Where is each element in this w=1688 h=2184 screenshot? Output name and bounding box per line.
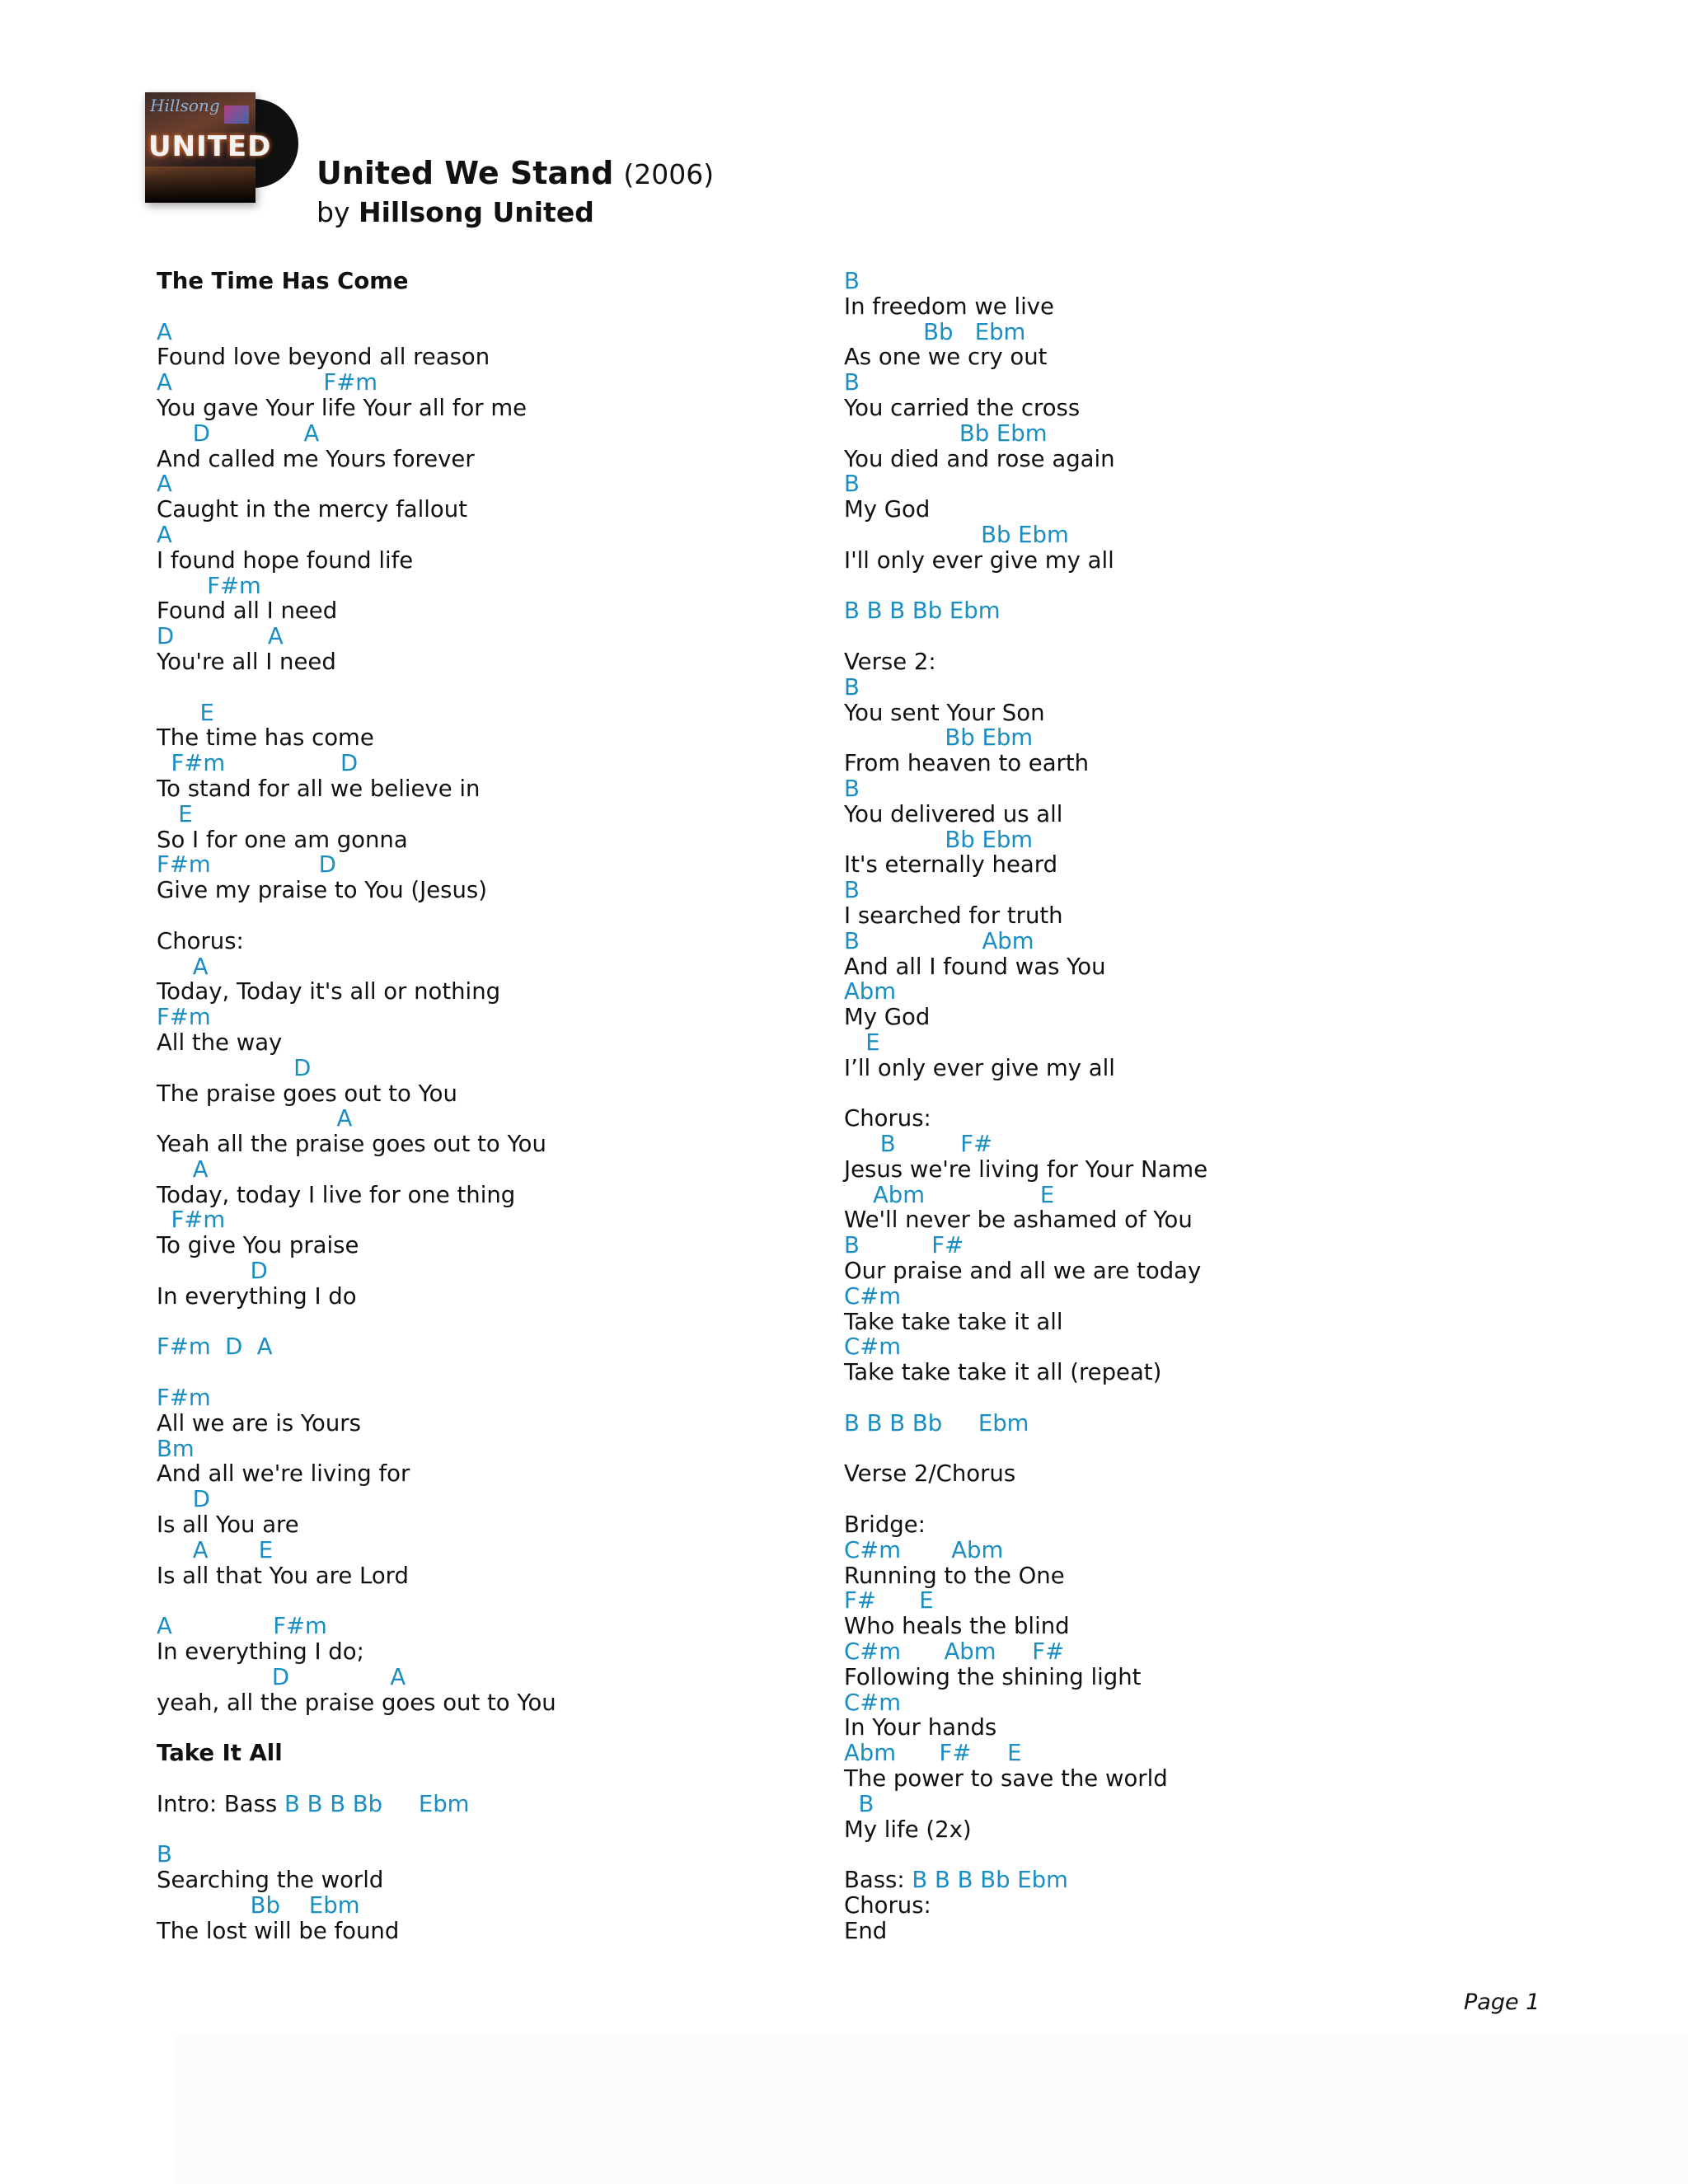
lyric-line: Bridge: — [844, 1511, 926, 1539]
chord-line: F#m D — [157, 851, 336, 879]
lyric-line: You're all I need — [157, 648, 336, 675]
chord-line: Bb Ebm — [844, 419, 1048, 447]
blank-line — [157, 903, 832, 929]
chord-line: Bb Ebm — [844, 826, 1034, 853]
line-label: Intro: Bass — [157, 1790, 284, 1817]
lyric-line: The lost will be found — [157, 1917, 400, 1944]
blank-line — [157, 1766, 832, 1792]
lyric-line: Who heals the blind — [844, 1613, 1070, 1640]
lyric-line: All the way — [157, 1029, 283, 1056]
lyric-line: Running to the One — [844, 1562, 1065, 1589]
lyric-line: My life (2x) — [844, 1816, 972, 1843]
chord-line: Bb Ebm — [844, 724, 1034, 752]
chord-line: B F# — [844, 1131, 993, 1158]
lyric-line: In freedom we live — [844, 293, 1054, 320]
lyric-line: You sent Your Son — [844, 699, 1045, 726]
blank-line — [157, 1715, 832, 1741]
album-title: United We Stand — [316, 155, 614, 191]
lyric-line: Jesus we're living for Your Name — [844, 1155, 1208, 1183]
chord-line: B — [157, 1841, 172, 1868]
chord-line: A — [157, 1155, 209, 1183]
lyric-line: Is all You are — [157, 1511, 299, 1539]
title-line — [316, 153, 714, 194]
chord-line: C#m Abm F# — [844, 1638, 1065, 1666]
chord-line: F#m — [157, 1004, 211, 1031]
album-logo-text: UNITED — [148, 130, 272, 163]
chord-line: D A — [157, 419, 320, 447]
lyric-line: And called me Yours forever — [157, 445, 475, 472]
lyric-line: To stand for all we believe in — [157, 775, 481, 802]
lyric-line: I'll only ever give my all — [844, 546, 1114, 574]
lyric-line: In everything I do — [157, 1282, 357, 1310]
blank-line — [844, 1436, 1520, 1462]
lyric-line: From heaven to earth — [844, 750, 1090, 777]
lyric-line: As one we cry out — [844, 344, 1048, 371]
blank-line — [157, 1310, 832, 1335]
album-year: (2006) — [623, 158, 715, 190]
blank-line — [844, 574, 1520, 599]
chord-line: D A — [157, 1663, 406, 1690]
chord-line: D — [157, 1258, 268, 1285]
chord-line: Bb Ebm — [844, 521, 1069, 548]
blank-line — [844, 1842, 1520, 1868]
chord-line: A F#m — [157, 1613, 327, 1640]
chord-line: F#m D A — [157, 1333, 273, 1361]
chord-line: F#m — [157, 1385, 211, 1412]
lyric-line: Is all that You are Lord — [157, 1562, 409, 1589]
chord-line: A F#m — [157, 369, 378, 396]
chord-line: A — [157, 521, 172, 548]
chord-line: B Abm — [844, 927, 1034, 954]
blank-line — [157, 1817, 832, 1843]
lyric-line: All we are is Yours — [157, 1409, 361, 1436]
line-label: Bass: — [844, 1867, 912, 1894]
artist-name: Hillsong United — [358, 196, 594, 228]
chord-line: B — [844, 369, 860, 396]
lyric-line: It's eternally heard — [844, 851, 1058, 879]
chord-sequence: B B B Bb Ebm — [912, 1867, 1068, 1894]
chord-line: D A — [157, 623, 284, 650]
chord-line: B B B Bb Ebm — [844, 598, 1001, 625]
chord-line: D — [157, 1054, 312, 1081]
lyric-line: I searched for truth — [844, 902, 1063, 929]
chord-line: E — [844, 1029, 880, 1056]
chord-line: B — [844, 268, 860, 294]
album-cover — [145, 92, 302, 208]
lyric-line: You carried the cross — [844, 394, 1081, 421]
chord-line: D — [157, 1486, 210, 1513]
chord-line: A — [157, 1105, 353, 1132]
mixed-line — [844, 1868, 1520, 1893]
lyric-line: I found hope found life — [157, 546, 414, 574]
lyric-line: Chorus: — [157, 927, 244, 954]
chord-line: F#m — [157, 572, 261, 599]
lyric-line: Chorus: — [844, 1892, 931, 1919]
page-background — [175, 2036, 1688, 2184]
album-art — [145, 92, 272, 203]
lyric-line: yeah, all the praise goes out to You — [157, 1689, 556, 1716]
album-crowd — [145, 166, 256, 203]
blank-line — [844, 1385, 1520, 1411]
chord-sequence: B B B Bb Ebm — [284, 1790, 470, 1817]
lyric-line: You gave Your life Your all for me — [157, 394, 528, 421]
chord-line: C#m — [844, 1333, 902, 1361]
lyric-line: Take take take it all — [844, 1308, 1063, 1335]
chord-line: B — [844, 775, 860, 802]
lyric-line: We'll never be ashamed of You — [844, 1207, 1193, 1234]
chord-line: Abm — [844, 978, 897, 1005]
album-mark — [224, 105, 249, 124]
blank-line — [157, 1588, 832, 1614]
lyric-line: Take take take it all (repeat) — [844, 1359, 1162, 1386]
lyric-line: My God — [844, 496, 931, 523]
lyric-line: Our praise and all we are today — [844, 1258, 1202, 1285]
blank-line — [844, 1487, 1520, 1512]
by-line — [316, 194, 714, 231]
section-heading: The Time Has Come — [157, 268, 409, 294]
lyric-line: Chorus: — [844, 1105, 931, 1132]
chord-line: F#m D — [157, 750, 359, 777]
chord-line: C#m Abm — [844, 1536, 1004, 1563]
blank-line — [844, 1081, 1520, 1107]
chord-line: A — [157, 471, 172, 498]
chord-line: B — [844, 1790, 874, 1817]
chord-line: C#m — [844, 1282, 902, 1310]
chord-line: E — [157, 800, 193, 827]
lyric-line: The praise goes out to You — [157, 1080, 457, 1107]
lyric-line: And all we're living for — [157, 1460, 410, 1488]
lyric-line: Today, Today it's all or nothing — [157, 978, 501, 1005]
lyric-line: The power to save the world — [844, 1765, 1168, 1793]
lyric-line: You delivered us all — [844, 800, 1063, 827]
lyric-line: To give You praise — [157, 1232, 359, 1259]
chord-line: Abm E — [844, 1181, 1055, 1208]
chord-line: E — [157, 699, 214, 726]
lyric-line: Caught in the mercy fallout — [157, 496, 467, 523]
chord-line: B — [844, 877, 860, 904]
page-number: Page 1 — [1464, 1990, 1540, 2015]
lyric-line: You died and rose again — [844, 445, 1115, 472]
chord-line: A — [157, 953, 209, 980]
chord-line: F# E — [844, 1587, 934, 1615]
chord-line: Abm F# E — [844, 1740, 1022, 1767]
lyric-line: Yeah all the praise goes out to You — [157, 1131, 546, 1158]
chord-line: Bm — [157, 1435, 195, 1462]
section-heading: Take It All — [157, 1740, 283, 1767]
lyric-line: Found love beyond all reason — [157, 344, 490, 371]
chord-line: B — [844, 471, 860, 498]
right-column — [844, 269, 1520, 1944]
chord-line: B B B Bb Ebm — [844, 1409, 1029, 1436]
chord-line: B F# — [844, 1232, 964, 1259]
lyric-line: Verse 2: — [844, 648, 936, 675]
chord-line: Bb Ebm — [844, 318, 1026, 345]
lyric-line: Following the shining light — [844, 1663, 1142, 1690]
chord-line: B — [844, 673, 860, 701]
lyric-line: Give my praise to You (Jesus) — [157, 877, 487, 904]
lyric-line: Found all I need — [157, 598, 338, 625]
lyric-line: Verse 2/Chorus — [844, 1460, 1016, 1488]
lyric-line: So I for one am gonna — [157, 826, 408, 853]
chord-line: Bb Ebm — [157, 1892, 360, 1919]
lyric-line: And all I found was You — [844, 953, 1106, 980]
blank-line — [157, 675, 832, 701]
lyric-line: In everything I do; — [157, 1638, 364, 1666]
chord-line: F#m — [157, 1207, 226, 1234]
album-brand-text: Hillsong — [150, 96, 220, 115]
chord-line: A E — [157, 1536, 274, 1563]
lyric-line: Today, today I live for one thing — [157, 1181, 516, 1208]
chord-line: A — [157, 318, 172, 345]
blank-line — [844, 624, 1520, 649]
left-column — [157, 269, 832, 1944]
blank-line — [157, 294, 832, 320]
lyric-line: In Your hands — [844, 1714, 997, 1741]
lyric-line: My God — [844, 1004, 931, 1031]
lyric-line: End — [844, 1917, 888, 1944]
mixed-line — [157, 1792, 832, 1817]
lyric-line: The time has come — [157, 724, 374, 752]
lyric-line: I’ll only ever give my all — [844, 1054, 1115, 1081]
chord-line: C#m — [844, 1689, 902, 1716]
blank-line — [157, 1360, 832, 1385]
lyric-line: Searching the world — [157, 1867, 384, 1894]
by-prefix: by — [316, 196, 350, 228]
song-header — [316, 153, 714, 231]
